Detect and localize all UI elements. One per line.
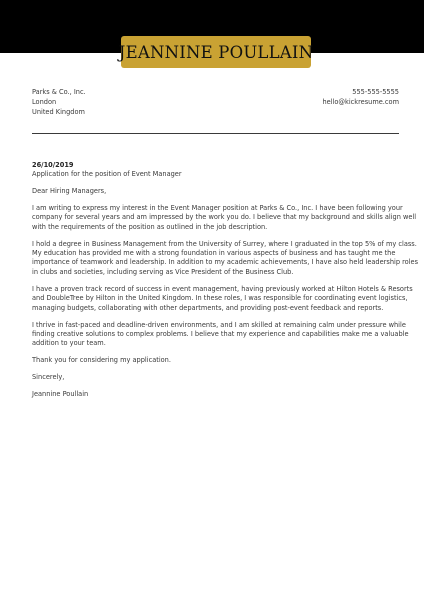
letter-body (32, 161, 419, 407)
recipient-company: Parks & Co., Inc. (32, 88, 86, 96)
applicant-name: JEANNINE POULLAIN (118, 42, 314, 62)
paragraph-line: I have a proven track record of success in event management, having previously worked at Hilton Hotels & Resorts (32, 284, 413, 293)
letter-paragraph (32, 239, 419, 278)
recipient-country: United Kingdom (32, 107, 85, 116)
letter-thanks: Thank you for considering my application. (32, 356, 171, 365)
sender-contact (322, 88, 399, 108)
letter-greeting: Dear Hiring Managers, (32, 186, 107, 195)
paragraph-line: I am writing to express my interest in the Event Manager position at Parks & Co., Inc. I have been following your (32, 203, 403, 212)
sender-phone: 555-555-5555 (352, 88, 399, 96)
letter-date: 26/10/2019 (32, 161, 74, 169)
sender-email: hello@kickresume.com (322, 97, 399, 106)
paragraph-line: finding creative solutions to complex problems. I believe that my experience and capabilities make me a valuable (32, 330, 409, 339)
header-divider (32, 133, 399, 134)
paragraph-line: addition to your team. (32, 339, 106, 348)
paragraph-line: company for several years and am impressed by the work you do. I believe that my background and skills align well (32, 213, 417, 222)
paragraph-line: with the requirements of the position as outlined in the job description. (32, 222, 268, 231)
letter-paragraph (32, 203, 417, 232)
recipient-city: London (32, 97, 57, 106)
paragraph-line: My education has provided me with a strong foundation in various aspects of business and has taught me the (32, 249, 396, 258)
name-plate (118, 36, 314, 68)
letter-closing: Sincerely, (32, 373, 65, 382)
paragraph-line: I thrive in fast-paced and deadline-driven environments, and I am skilled at remaining calm under pressure while (32, 320, 406, 329)
letter-subject: Application for the position of Event Manager (32, 170, 182, 179)
letter-paragraph (32, 320, 409, 349)
paragraph-line: I hold a degree in Business Management from the University of Surrey, where I graduated in the top 5% of my class. (32, 239, 417, 248)
paragraph-line: importance of teamwork and leadership. In addition to my academic achievements, I have also held leadership roles (32, 258, 419, 267)
letter-signature: Jeannine Poullain (32, 390, 89, 399)
paragraph-line: and DoubleTree by Hilton in the United Kingdom. In these roles, I was responsible for coordinating event logistics, (32, 294, 408, 303)
paragraph-line: managing budgets, collaborating with other departments, and providing post-event feedback and reports. (32, 303, 384, 312)
paragraph-line: in clubs and societies, including serving as Vice President of the Business Club. (32, 267, 294, 276)
letter-paragraph (32, 284, 413, 313)
recipient-address (32, 88, 86, 117)
